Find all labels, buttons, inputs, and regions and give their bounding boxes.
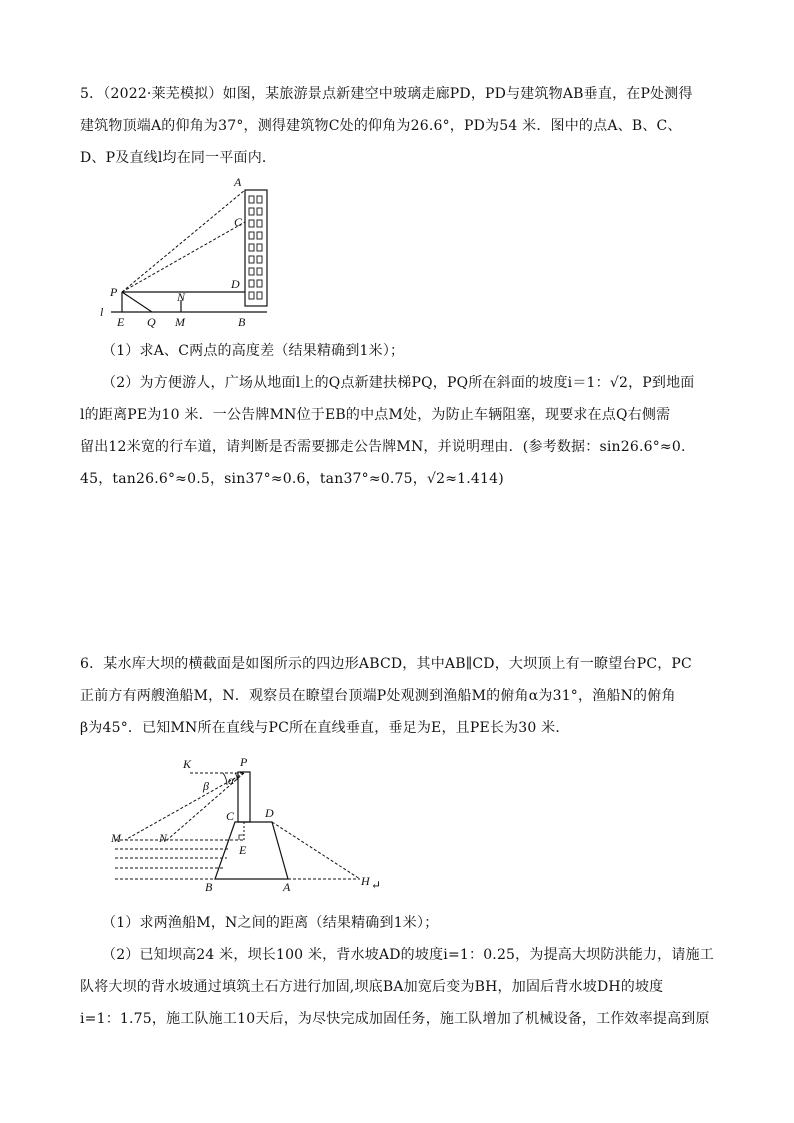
label-a6: A (283, 880, 291, 894)
q5-figure (95, 170, 285, 332)
label-b: B (238, 315, 246, 329)
q5-part2-line-1: （2）为方便游人，广场从地面l上的Q点新建扶梯PQ，PQ所在斜面的坡度i＝1：√2，P到地面 (102, 375, 695, 391)
label-e6: E (239, 843, 247, 857)
label-h6: H (361, 874, 370, 888)
sight-line-pm (125, 773, 244, 840)
label-alpha: α (228, 773, 235, 787)
label-p6: P (240, 755, 248, 769)
label-k: K (183, 757, 192, 771)
q6-part2-line-2: 队将大坝的背水坡通过填筑土石方进行加固,坝底BA加宽后变为BH，加固后背水坡DH的坡度 (80, 979, 664, 995)
q6-part2-line-1: （2）已知坝高24 米，坝长100 米，背水坡AD的坡度i=1：0.25，为提高大坝防洪能力，请施工 (102, 947, 714, 963)
q5-part2-line-2: l的距离PE为10 米．一公告牌MN位于EB的中点M处，为防止车辆阻塞，现要求在点Q右侧需 (80, 407, 671, 423)
q6-figure (105, 752, 385, 897)
label-n6: N (159, 831, 168, 845)
q5-line-1: 5．（2022·莱芜模拟）如图，某旅游景点新建空中玻璃走廊PD，PD与建筑物AB垂直，在P处测得 (80, 86, 693, 102)
label-e: E (117, 315, 125, 329)
sight-line-pa (122, 190, 245, 292)
q5-line-3: D、P及直线l均在同一平面内． (80, 150, 277, 166)
label-a: A (234, 175, 242, 189)
watchtower-pc (238, 772, 250, 822)
q6-line-3: β为45°．已知MN所在直线与PC所在直线垂直，垂足为E，且PE长为30 米． (80, 720, 570, 736)
q5-line-2: 建筑物顶端A的仰角为37°，测得建筑物C处的仰角为26.6°，PD为54 米．图中的点A、B、C、 (80, 118, 682, 134)
paragraph-mark: ↵ (371, 878, 382, 892)
q6-part1: （1）求两渔船M，N之间的距离（结果精确到1米）； (102, 915, 439, 931)
dam-abcd (215, 822, 288, 879)
label-b6: B (205, 880, 213, 894)
label-c: C (234, 215, 243, 229)
label-n: N (177, 290, 186, 304)
label-l: l (100, 305, 104, 319)
label-beta: β (203, 779, 209, 793)
q5-part2-line-3: 留出12米宽的行车道，请判断是否需要挪走公告牌MN，并说明理由．(参考数据：sin26.6°≈0. (80, 439, 686, 455)
q5-part1: （1）求A、C两点的高度差（结果精确到1米）； (102, 343, 405, 359)
label-c6: C (226, 809, 235, 823)
label-d6: D (265, 806, 274, 820)
q6-part2-line-3: i=1：1.75，施工队施工10天后，为尽快完成加固任务，施工队增加了机械设备，工作效率提高到原 (80, 1011, 710, 1027)
label-m: M (175, 315, 185, 329)
sight-line-pc (122, 222, 245, 292)
label-d: D (231, 277, 240, 291)
label-m6: M (111, 831, 121, 845)
escalator-pq (122, 292, 152, 312)
label-q: Q (147, 315, 156, 329)
label-p: P (110, 285, 118, 299)
q6-line-2: 正前方有两艘渔船M，N．观察员在瞭望台顶端P处观测到渔船M的俯角α为31°，渔船N的俯角 (80, 688, 676, 704)
q6-line-1: 6．某水库大坝的横截面是如图所示的四边形ABCD，其中AB∥CD，大坝顶上有一瞭望台PC，PC (80, 656, 692, 672)
q5-part2-line-4: 45，tan26.6°≈0.5，sin37°≈0.6，tan37°≈0.75，√2≈1.414) (80, 471, 504, 487)
